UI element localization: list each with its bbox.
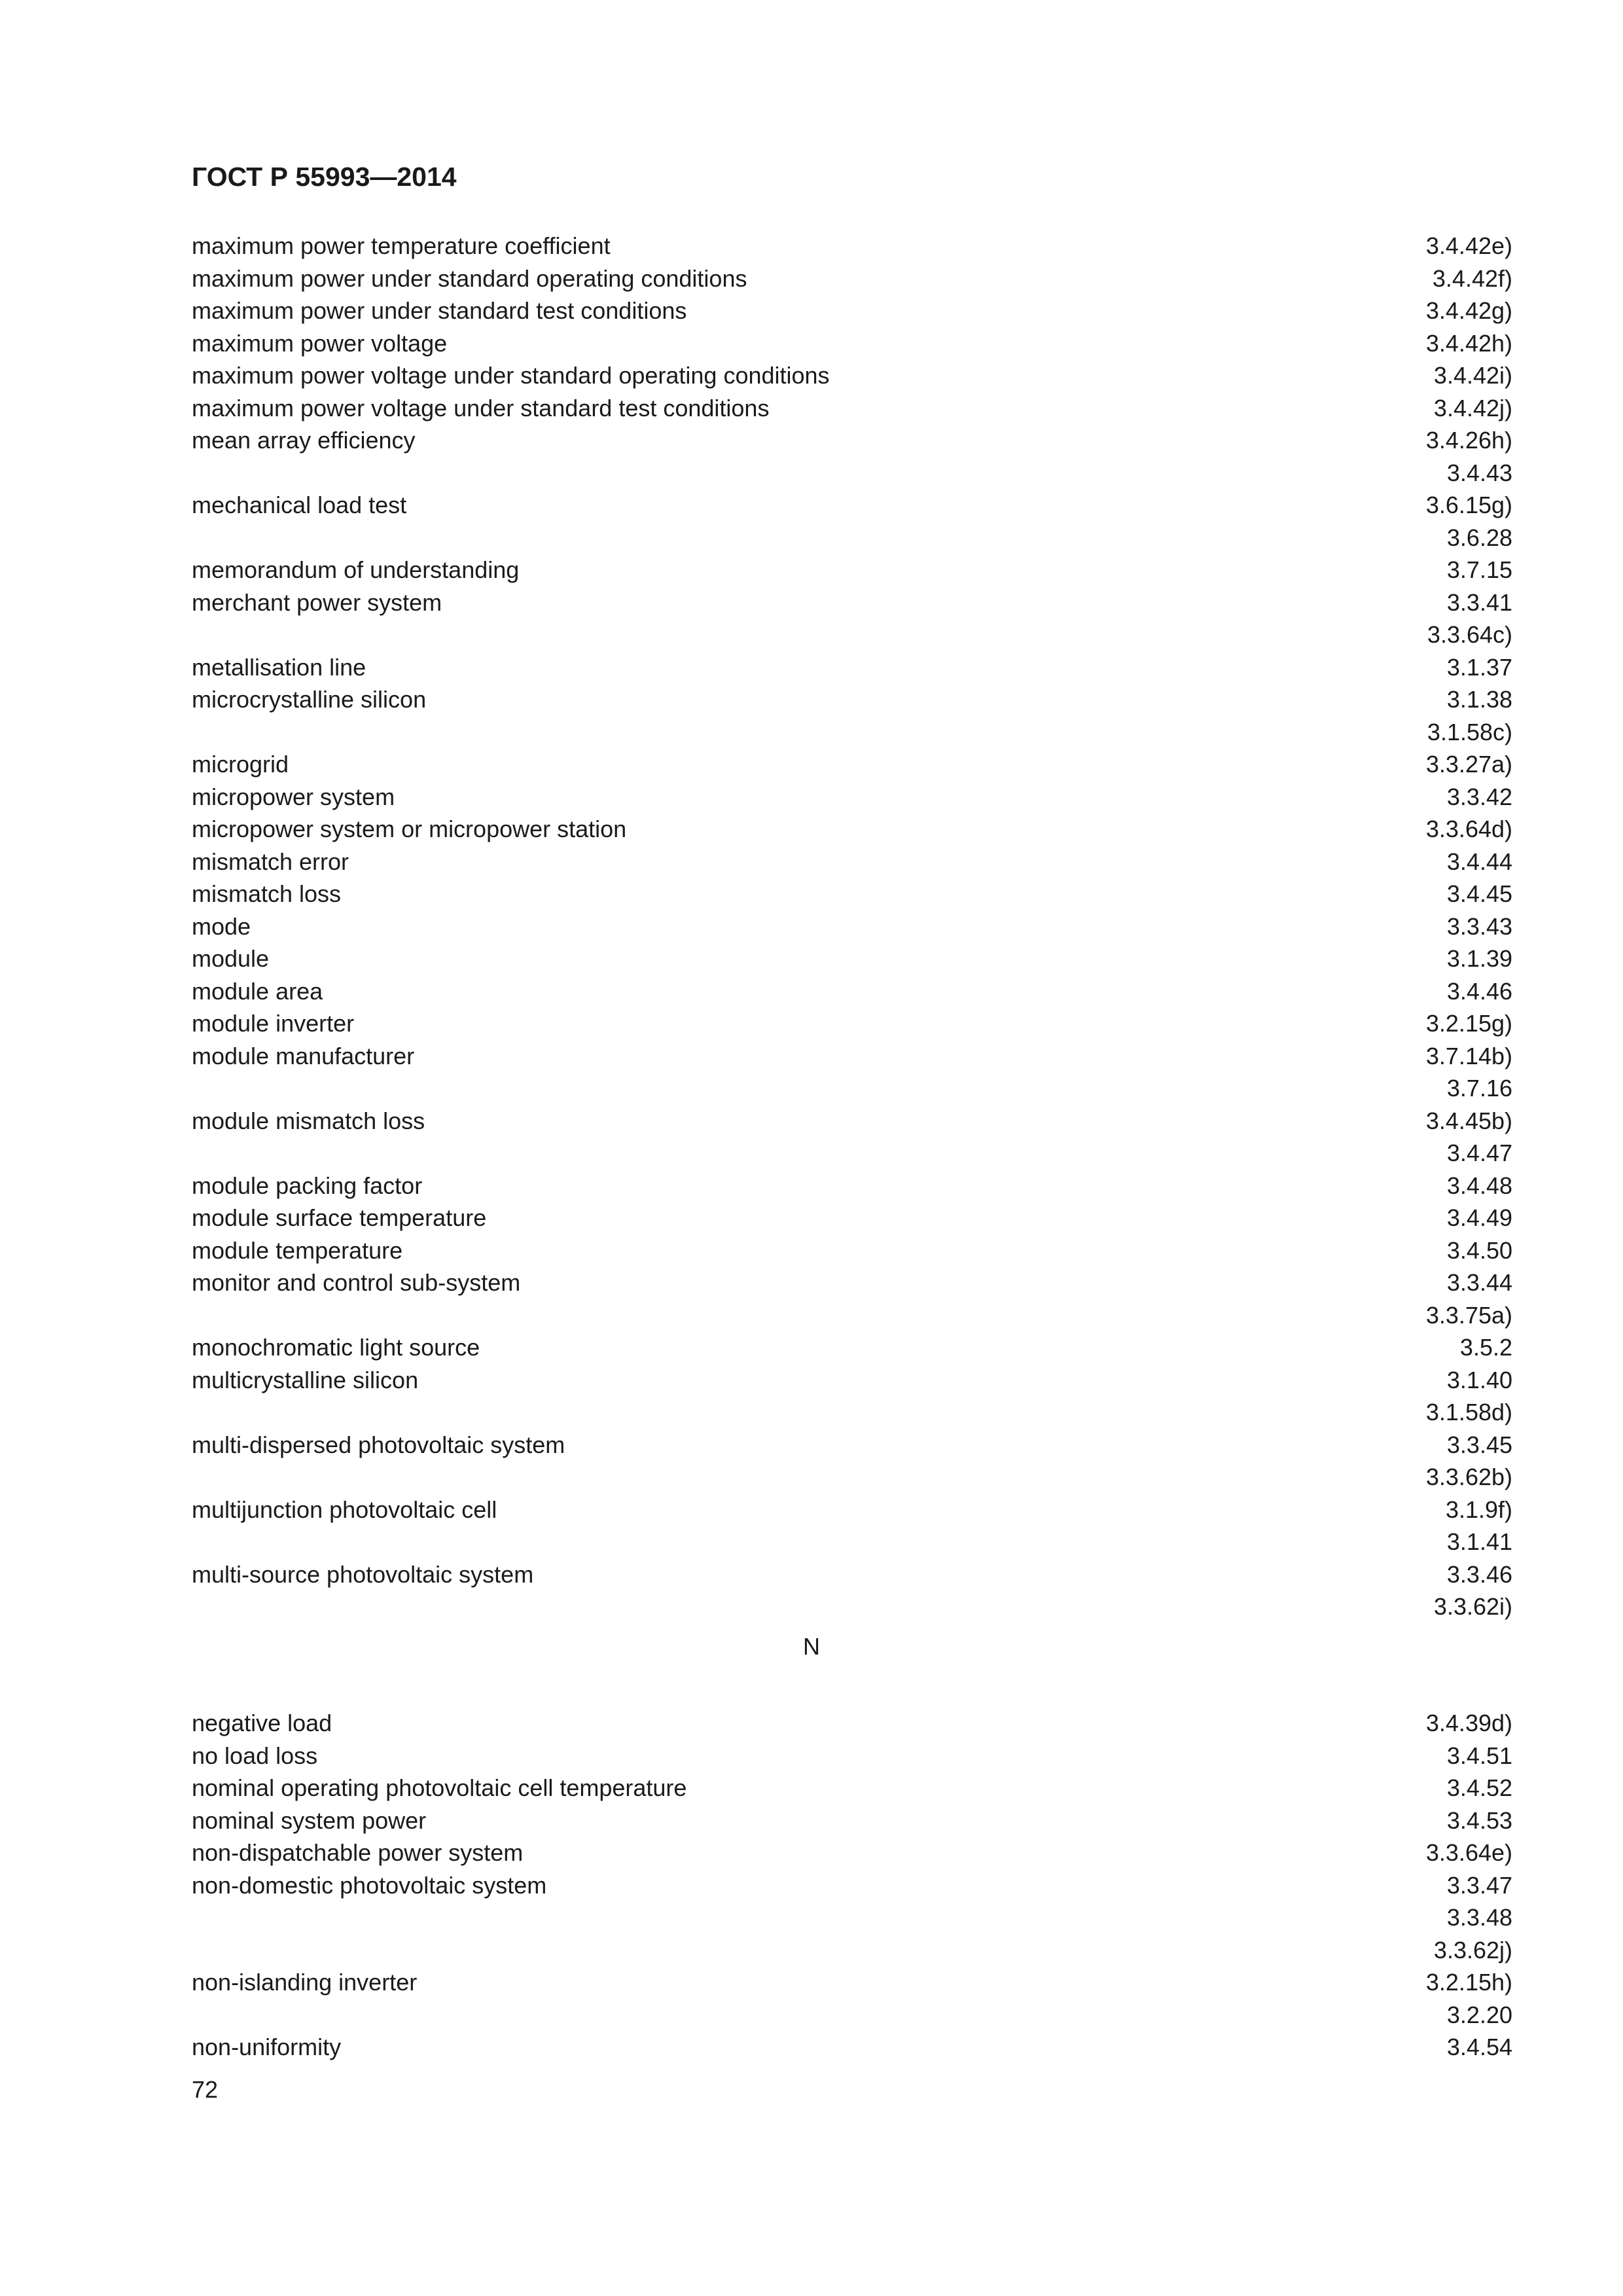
index-reference: 3.4.46 bbox=[1446, 977, 1512, 1005]
index-term: monochromatic light source bbox=[192, 1334, 480, 1361]
index-term: metallisation line bbox=[192, 653, 366, 681]
index-entry bbox=[192, 1072, 1512, 1105]
index-term: negative load bbox=[192, 1710, 332, 1736]
index-term: multi-dispersed photovoltaic system bbox=[192, 1431, 565, 1458]
index-reference: 3.1.38 bbox=[1446, 686, 1512, 713]
index-entry bbox=[192, 554, 1512, 586]
index-entry bbox=[192, 1558, 1512, 1591]
index-reference: 3.3.46 bbox=[1446, 1560, 1512, 1588]
index-entry bbox=[192, 1234, 1512, 1267]
index-reference: 3.3.42 bbox=[1446, 783, 1512, 810]
index-entry bbox=[192, 846, 1512, 878]
index-entry bbox=[192, 683, 1512, 716]
index-reference: 3.3.62b) bbox=[1425, 1463, 1512, 1490]
index-reference: 3.4.42f) bbox=[1432, 264, 1512, 292]
index-reference: 3.6.15g) bbox=[1425, 492, 1512, 518]
index-term: maximum power voltage under standard test conditions bbox=[192, 394, 770, 422]
index-entry bbox=[192, 651, 1512, 684]
index-entry bbox=[192, 1170, 1512, 1202]
index-term: maximum power under standard operating conditions bbox=[192, 264, 747, 292]
index-reference: 3.3.62i) bbox=[1433, 1593, 1512, 1620]
index-term: multicrystalline silicon bbox=[192, 1366, 419, 1393]
index-term: multi-source photovoltaic system bbox=[192, 1560, 534, 1588]
index-entry bbox=[192, 1461, 1512, 1494]
index-term: microgrid bbox=[192, 751, 289, 778]
index-reference: 3.2.15g) bbox=[1425, 1010, 1512, 1037]
index-entry bbox=[192, 1396, 1512, 1429]
index-reference: 3.1.39 bbox=[1446, 945, 1512, 972]
index-entry bbox=[192, 716, 1512, 749]
index-entry bbox=[192, 878, 1512, 910]
index-term: module surface temperature bbox=[192, 1204, 487, 1231]
index-entry bbox=[192, 1837, 1512, 1869]
index-reference: 3.6.28 bbox=[1446, 524, 1512, 551]
index-entry bbox=[192, 1869, 1512, 1902]
index-reference: 3.3.41 bbox=[1446, 588, 1512, 616]
index-entry bbox=[192, 359, 1512, 392]
index-reference: 3.4.50 bbox=[1446, 1236, 1512, 1264]
index-reference: 3.4.48 bbox=[1446, 1172, 1512, 1199]
index-reference: 3.3.44 bbox=[1446, 1269, 1512, 1296]
index-reference: 3.3.47 bbox=[1446, 1871, 1512, 1899]
index-term: monitor and control sub-system bbox=[192, 1269, 521, 1296]
index-reference: 3.7.14b) bbox=[1425, 1042, 1512, 1069]
index-reference: 3.4.45b) bbox=[1425, 1107, 1512, 1134]
index-entry bbox=[192, 813, 1512, 846]
index-entry bbox=[192, 942, 1512, 975]
index-reference: 3.4.52 bbox=[1446, 1774, 1512, 1801]
index-entry bbox=[192, 1772, 1512, 1804]
index-term: module bbox=[192, 945, 270, 972]
index-reference: 3.3.62j) bbox=[1433, 1936, 1512, 1964]
index-term: nominal system power bbox=[192, 1806, 427, 1834]
index-list-m bbox=[192, 230, 1512, 1623]
index-entry bbox=[192, 522, 1512, 554]
index-term: module inverter bbox=[192, 1010, 355, 1037]
index-entry bbox=[192, 1266, 1512, 1299]
index-reference: 3.3.64e) bbox=[1425, 1839, 1512, 1866]
index-reference: 3.1.58d) bbox=[1425, 1399, 1512, 1426]
index-term: microcrystalline silicon bbox=[192, 686, 427, 713]
index-term: maximum power temperature coefficient bbox=[192, 232, 611, 259]
index-term: module mismatch loss bbox=[192, 1107, 425, 1134]
index-entry bbox=[192, 781, 1512, 814]
index-term: maximum power under standard test conditions bbox=[192, 297, 687, 324]
index-reference: 3.4.42h) bbox=[1425, 329, 1512, 357]
index-reference: 3.1.58c) bbox=[1427, 718, 1512, 745]
index-reference: 3.4.51 bbox=[1446, 1742, 1512, 1769]
index-term: no load loss bbox=[192, 1742, 318, 1769]
index-term: mismatch error bbox=[192, 848, 349, 875]
index-term: non-islanding inverter bbox=[192, 1969, 418, 1996]
index-term: merchant power system bbox=[192, 588, 442, 616]
index-entry bbox=[192, 1901, 1512, 1934]
index-reference: 3.4.43 bbox=[1446, 459, 1512, 486]
index-reference: 3.4.49 bbox=[1446, 1204, 1512, 1231]
index-entry bbox=[192, 1966, 1512, 1999]
index-entry bbox=[192, 424, 1512, 457]
index-entry bbox=[192, 1331, 1512, 1364]
index-reference: 3.4.42j) bbox=[1433, 394, 1512, 422]
index-term: module packing factor bbox=[192, 1172, 423, 1199]
index-reference: 3.1.37 bbox=[1446, 653, 1512, 681]
document-id-header: ГОСТ Р 55993—2014 bbox=[192, 162, 457, 192]
index-entry bbox=[192, 1590, 1512, 1623]
page-number: 72 bbox=[192, 2076, 219, 2103]
section-letter-n: N bbox=[803, 1633, 820, 1660]
index-reference: 3.4.42g) bbox=[1425, 297, 1512, 324]
index-term: module manufacturer bbox=[192, 1042, 415, 1069]
index-entry bbox=[192, 1740, 1512, 1772]
index-entry bbox=[192, 910, 1512, 943]
index-entry bbox=[192, 1137, 1512, 1170]
index-reference: 3.4.45 bbox=[1446, 880, 1512, 907]
index-term: maximum power voltage under standard operating conditions bbox=[192, 362, 830, 389]
index-term: maximum power voltage bbox=[192, 329, 448, 357]
index-reference: 3.1.9f) bbox=[1445, 1496, 1512, 1523]
index-entry bbox=[192, 1526, 1512, 1558]
index-term: mode bbox=[192, 912, 251, 940]
index-reference: 3.3.27a) bbox=[1425, 751, 1512, 778]
index-reference: 3.4.26h) bbox=[1425, 427, 1512, 454]
index-entry bbox=[192, 327, 1512, 360]
index-reference: 3.2.20 bbox=[1446, 2001, 1512, 2028]
index-term: non-domestic photovoltaic system bbox=[192, 1871, 547, 1899]
index-entry bbox=[192, 748, 1512, 781]
index-entry bbox=[192, 489, 1512, 522]
index-reference: 3.4.42e) bbox=[1425, 232, 1512, 259]
index-reference: 3.4.42i) bbox=[1433, 362, 1512, 389]
index-entry bbox=[192, 295, 1512, 327]
index-reference: 3.7.15 bbox=[1446, 556, 1512, 583]
index-reference: 3.7.16 bbox=[1446, 1075, 1512, 1102]
index-entry bbox=[192, 230, 1512, 262]
index-list-n bbox=[192, 1707, 1512, 2064]
index-term: non-uniformity bbox=[192, 2034, 342, 2060]
index-entry bbox=[192, 1007, 1512, 1040]
index-entry bbox=[192, 1202, 1512, 1234]
index-reference: 3.1.41 bbox=[1446, 1528, 1512, 1555]
index-entry bbox=[192, 1040, 1512, 1073]
index-term: mechanical load test bbox=[192, 492, 407, 518]
index-reference: 3.4.44 bbox=[1446, 848, 1512, 875]
index-reference: 3.4.47 bbox=[1446, 1139, 1512, 1166]
index-term: mean array efficiency bbox=[192, 427, 416, 454]
index-entry bbox=[192, 2031, 1512, 2064]
index-entry bbox=[192, 262, 1512, 295]
index-term: micropower system bbox=[192, 783, 395, 810]
index-entry bbox=[192, 1999, 1512, 2032]
index-entry bbox=[192, 1364, 1512, 1397]
index-term: non-dispatchable power system bbox=[192, 1839, 524, 1866]
index-term: mismatch loss bbox=[192, 880, 342, 907]
index-reference: 3.4.39d) bbox=[1425, 1710, 1512, 1736]
index-reference: 3.3.45 bbox=[1446, 1431, 1512, 1458]
index-reference: 3.3.64c) bbox=[1427, 621, 1512, 648]
index-entry bbox=[192, 1934, 1512, 1967]
index-entry bbox=[192, 392, 1512, 425]
index-entry bbox=[192, 1707, 1512, 1740]
index-term: module temperature bbox=[192, 1236, 403, 1264]
index-reference: 3.3.75a) bbox=[1425, 1301, 1512, 1329]
index-reference: 3.1.40 bbox=[1446, 1366, 1512, 1393]
index-entry bbox=[192, 975, 1512, 1008]
index-term: multijunction photovoltaic cell bbox=[192, 1496, 497, 1523]
index-entry bbox=[192, 1299, 1512, 1332]
index-term: memorandum of understanding bbox=[192, 556, 520, 583]
index-reference: 3.4.53 bbox=[1446, 1806, 1512, 1834]
index-term: micropower system or micropower station bbox=[192, 816, 627, 842]
index-reference: 3.2.15h) bbox=[1425, 1969, 1512, 1996]
index-entry bbox=[192, 619, 1512, 651]
index-entry bbox=[192, 1804, 1512, 1837]
index-entry bbox=[192, 1429, 1512, 1462]
index-entry bbox=[192, 1494, 1512, 1526]
index-entry bbox=[192, 457, 1512, 490]
index-reference: 3.3.64d) bbox=[1425, 816, 1512, 842]
index-entry bbox=[192, 1105, 1512, 1138]
index-reference: 3.3.43 bbox=[1446, 912, 1512, 940]
index-reference: 3.3.48 bbox=[1446, 1904, 1512, 1931]
index-term: nominal operating photovoltaic cell temperature bbox=[192, 1774, 687, 1801]
index-term: module area bbox=[192, 977, 323, 1005]
index-entry bbox=[192, 586, 1512, 619]
index-reference: 3.5.2 bbox=[1459, 1334, 1512, 1361]
index-reference: 3.4.54 bbox=[1446, 2034, 1512, 2060]
